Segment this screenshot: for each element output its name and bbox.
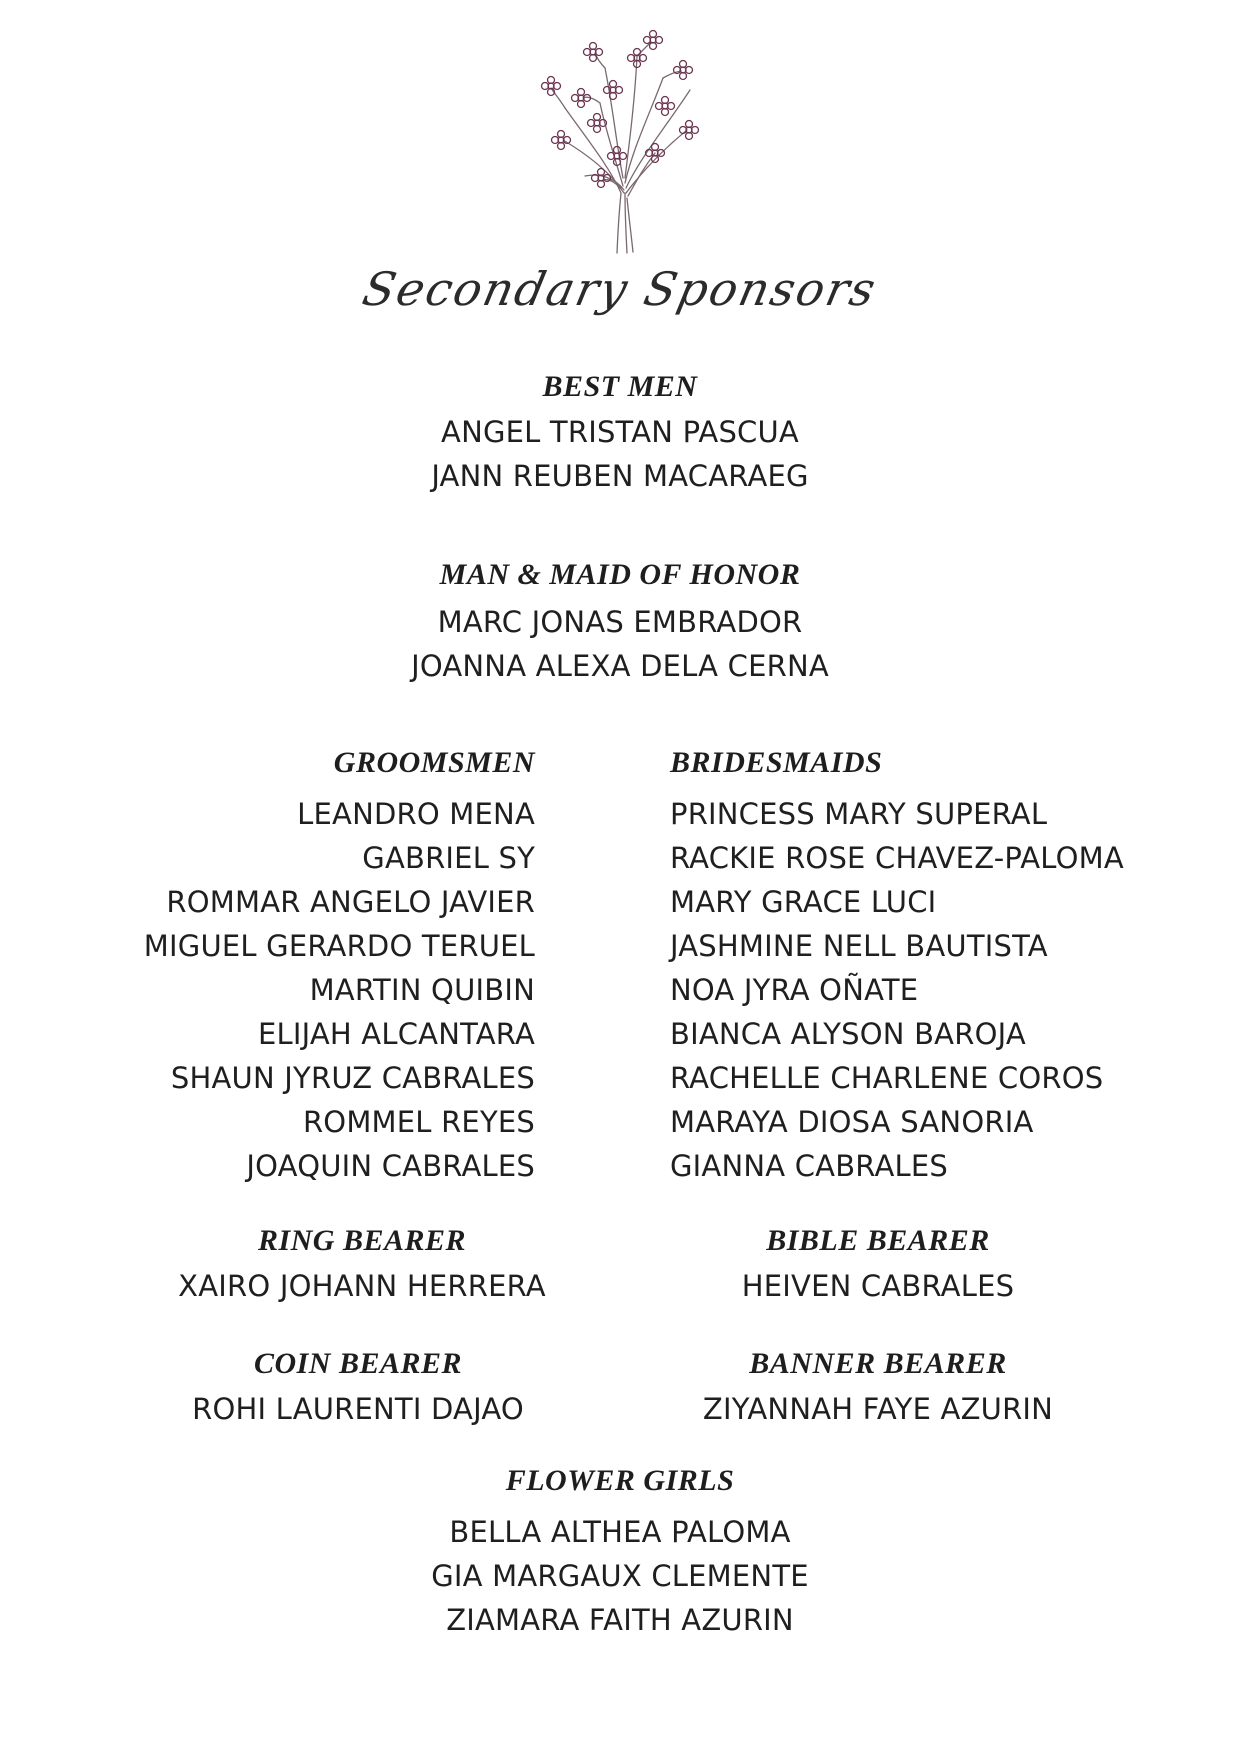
ring-bearer-section	[112, 1222, 612, 1308]
best-men-section	[0, 368, 1240, 498]
section-heading: BIBLE BEARER	[766, 1224, 990, 1257]
list-item: RACKIE ROSE CHAVEZ-PALOMA	[670, 841, 1124, 875]
section-heading: GROOMSMEN	[333, 746, 535, 779]
section-heading: BEST MEN	[542, 370, 698, 403]
list-item: GABRIEL SY	[362, 841, 535, 875]
list-item: RACHELLE CHARLENE COROS	[670, 1061, 1104, 1095]
section-heading: COIN BEARER	[253, 1347, 463, 1380]
name-list	[0, 1510, 1240, 1642]
list-item: MIGUEL GERARDO TERUEL	[143, 929, 535, 963]
bible-bearer-section	[628, 1222, 1128, 1308]
groomsmen-section	[144, 744, 535, 1188]
list-item: ZIAMARA FAITH AZURIN	[446, 1603, 794, 1637]
list-item: JANN REUBEN MACARAEG	[431, 459, 809, 493]
bridesmaids-section	[670, 744, 1124, 1188]
list-item: XAIRO JOHANN HERRERA	[178, 1269, 546, 1303]
section-heading: MAN & MAID OF HONOR	[439, 558, 801, 591]
banner-bearer-section	[628, 1345, 1128, 1431]
section-heading: BRIDESMAIDS	[670, 746, 883, 779]
section-heading: RING BEARER	[257, 1224, 467, 1257]
list-item: MARTIN QUIBIN	[309, 973, 535, 1007]
name-list	[0, 600, 1240, 688]
flower-bouquet-icon	[505, 28, 745, 258]
name-list	[0, 410, 1240, 498]
list-item: GIA MARGAUX CLEMENTE	[431, 1559, 809, 1593]
section-heading: BANNER BEARER	[749, 1347, 1007, 1380]
list-item: BIANCA ALYSON BAROJA	[670, 1017, 1026, 1051]
list-item: JASHMINE NELL BAUTISTA	[670, 929, 1048, 963]
list-item: MARC JONAS EMBRADOR	[437, 605, 803, 639]
list-item: ROMMAR ANGELO JAVIER	[166, 885, 535, 919]
list-item: LEANDRO MENA	[297, 797, 535, 831]
list-item: JOANNA ALEXA DELA CERNA	[411, 649, 829, 683]
list-item: MARY GRACE LUCI	[670, 885, 937, 919]
list-item: PRINCESS MARY SUPERAL	[670, 797, 1048, 831]
coin-bearer-section	[108, 1345, 608, 1431]
list-item: ROMMEL REYES	[302, 1105, 535, 1139]
list-item: NOA JYRA OÑATE	[670, 973, 919, 1007]
section-heading: FLOWER GIRLS	[505, 1464, 735, 1497]
list-item: HEIVEN CABRALES	[741, 1269, 1015, 1303]
list-item: ANGEL TRISTAN PASCUA	[441, 415, 799, 449]
list-item: BELLA ALTHEA PALOMA	[449, 1515, 791, 1549]
list-item: GIANNA CABRALES	[670, 1149, 948, 1183]
list-item: MARAYA DIOSA SANORIA	[670, 1105, 1034, 1139]
name-list	[670, 792, 1124, 1188]
list-item: ELIJAH ALCANTARA	[257, 1017, 535, 1051]
page-title: Secondary Sponsors	[358, 262, 882, 316]
list-item: SHAUN JYRUZ CABRALES	[170, 1061, 535, 1095]
list-item: ROHI LAURENTI DAJAO	[192, 1392, 524, 1426]
honor-section	[0, 556, 1240, 688]
list-item: JOAQUIN CABRALES	[246, 1149, 535, 1183]
flower-girls-section	[0, 1462, 1240, 1642]
list-item: ZIYANNAH FAYE AZURIN	[702, 1392, 1054, 1426]
name-list	[144, 792, 535, 1188]
